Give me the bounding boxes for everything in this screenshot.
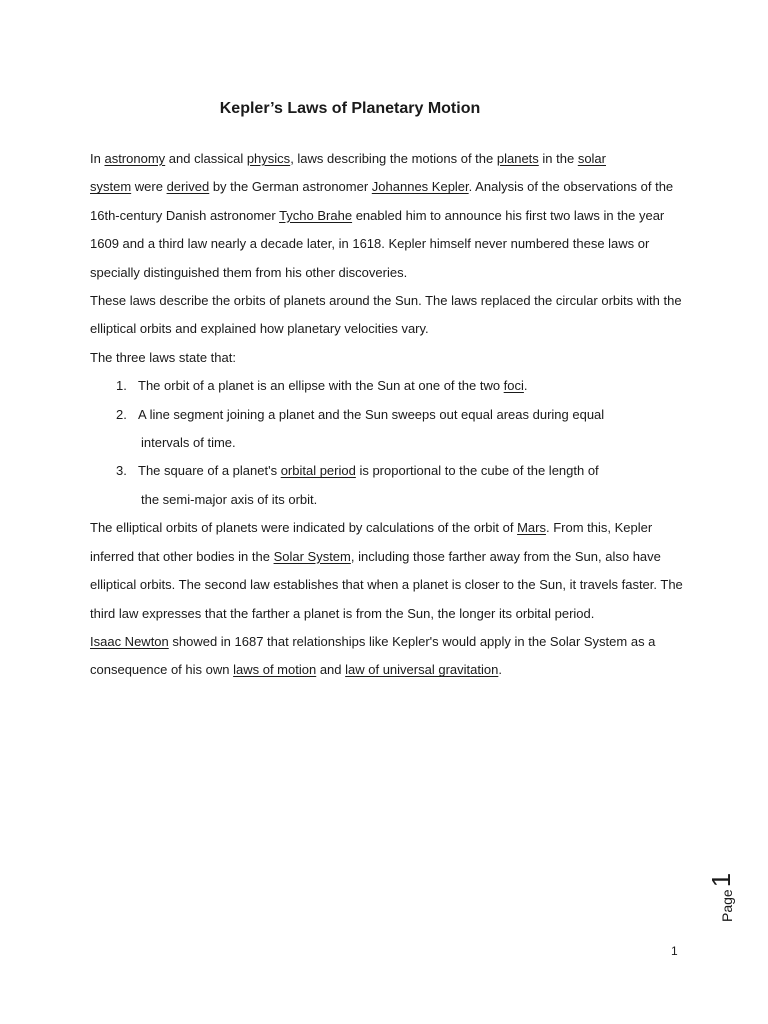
link-physics[interactable]: physics [246,151,291,166]
document-body [90,145,690,685]
text: , including those farther away from the Sun, also have elliptical orbits. The second law establishes that when a planet is closer to the Sun, it travels faster. The third law expresses that the farther a planet is from the Sun, the longer its orbital period. [90,548,683,621]
paragraph-newton [90,628,690,685]
margin-page-word: Page [719,889,735,922]
link-johannes-kepler[interactable]: Johannes Kepler [371,179,469,195]
link-laws-of-motion[interactable]: laws of motion [233,662,317,678]
list-number: 1. [116,378,127,394]
link-orbital-period[interactable]: orbital period [280,463,356,479]
laws-intro: The three laws state that: [90,349,236,365]
text: , laws describing the motions of the [290,151,497,166]
text: . Analysis of the observations of the 16th-century Danish astronomer [90,179,674,223]
link-foci[interactable]: foci [503,378,524,394]
law-item-1 [90,372,690,400]
law-item-2 [90,401,690,458]
link-mars[interactable]: Mars [517,520,546,536]
text: by the German astronomer [209,179,372,195]
margin-page-rotated [704,852,734,922]
text: in the [538,151,578,166]
text: The square of a planet's [138,463,281,479]
text: A line segment joining a planet and the Sun sweeps out equal areas during equal [138,406,605,422]
text: and classical [165,151,247,166]
text: enabled him to announce his first two laws in the year 1609 and a third law nearly a decade later, in 1618. Kepler himself never numbered these laws or specially distinguished them from his other discoveries. [90,207,665,280]
list-number: 3. [116,463,127,479]
text: were [131,179,167,195]
text: intervals of time. [141,435,236,451]
text: . [523,378,528,394]
margin-page-label [704,862,734,932]
text: the semi-major axis of its orbit. [141,491,318,507]
text: showed in 1687 that relationships like Kepler's would apply in the Solar System as a consequence of his own [90,633,656,678]
list-number: 2. [116,406,127,422]
text: . [498,662,502,678]
link-planets[interactable]: planets [496,151,539,166]
link-isaac-newton[interactable]: Isaac Newton [90,633,169,649]
paragraph-orbits: These laws describe the orbits of planets around the Sun. The laws replaced the circular orbits with the elliptical orbits and explained how planetary velocities vary. [90,293,682,337]
link-solar-system-2[interactable]: Solar System [273,548,351,564]
text: is proportional to the cube of the length of [355,463,599,479]
laws-list [90,372,690,514]
document-title: Kepler’s Laws of Planetary Motion [219,100,481,117]
text: and [316,662,346,678]
link-solar-system[interactable]: solar [577,151,606,166]
text: In [90,151,105,166]
link-derived[interactable]: derived [166,179,210,195]
paragraph-elliptical-orbits [90,514,690,628]
link-tycho-brahe[interactable]: Tycho Brahe [279,207,353,223]
law-item-3 [90,457,690,514]
text: The elliptical orbits of planets were indicated by calculations of the orbit of [90,520,518,536]
link-universal-gravitation[interactable]: law of universal gravitation [345,662,499,678]
footer-page-number: 1 [671,944,678,958]
paragraph-intro [90,145,690,287]
text: The orbit of a planet is an ellipse with the Sun at one of the two [138,378,504,394]
text: . From this, Kepler inferred that other bodies in the [90,520,653,564]
link-astronomy[interactable]: astronomy [104,151,166,166]
margin-page-number: 1 [706,872,736,888]
link-solar-system-cont[interactable]: system [90,179,132,195]
